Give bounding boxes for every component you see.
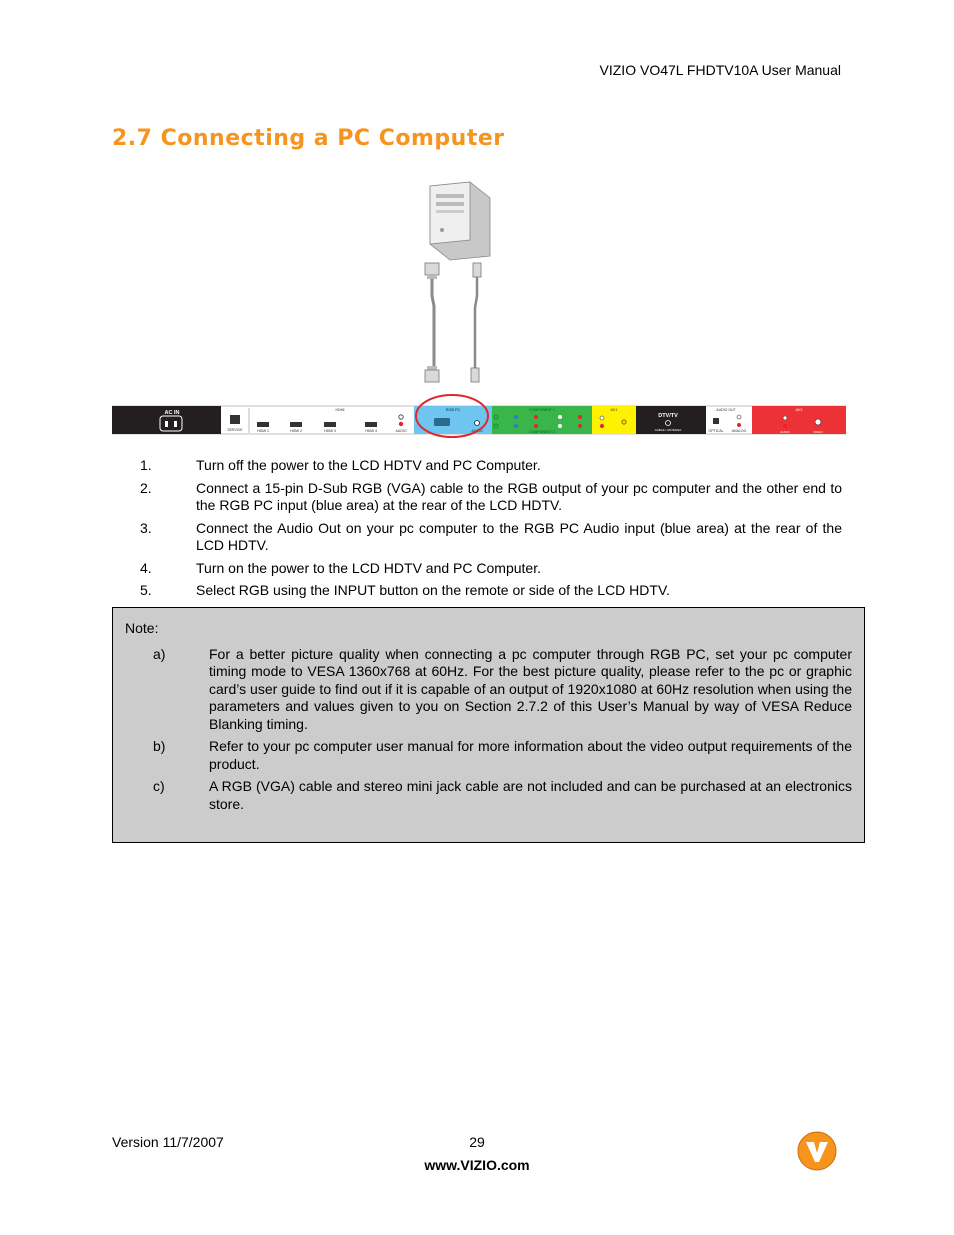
note-item-letter: a)	[153, 645, 166, 662]
hdmi-label: HDMI	[335, 408, 345, 412]
av1-label: AV1	[610, 408, 618, 412]
audio-cable-icon	[471, 263, 481, 382]
step-text: Connect the Audio Out on your pc computer to the RGB PC Audio input (blue area) at the rear of the LCD HDTV.	[196, 519, 842, 553]
note-item	[125, 646, 852, 734]
step-list	[112, 457, 842, 605]
component1-label: COMPONENT 1	[529, 408, 555, 412]
hdmi3-label: HDMI 3	[324, 429, 336, 433]
note-item-letter: b)	[153, 738, 166, 754]
vga-cable-icon	[425, 263, 439, 382]
vizio-logo-icon	[797, 1131, 837, 1171]
step-item	[112, 520, 842, 555]
step-item	[112, 560, 842, 578]
service-label: SERVICE	[227, 428, 243, 432]
note-item-letter: c)	[153, 778, 165, 794]
analog-label: ANALOG	[731, 429, 747, 433]
audio-out-label: AUDIO OUT	[716, 408, 736, 412]
step-number: 1.	[140, 457, 152, 473]
hdmi-audio-label: AUDIO	[395, 429, 407, 433]
cable-antenna-label: CABLE / ANTENNA	[654, 428, 682, 432]
pc-tower-icon	[430, 182, 490, 260]
step-text: Turn off the power to the LCD HDTV and PC Computer.	[196, 457, 541, 473]
step-number: 2.	[140, 479, 152, 496]
note-title: Note:	[125, 620, 159, 636]
footer-url: www.VIZIO.com	[424, 1157, 530, 1173]
ac-in-label: AC IN	[164, 410, 180, 416]
note-item-text: Refer to your pc computer user manual for more information about the video output requirements of the product.	[209, 738, 852, 772]
step-text: Select RGB using the INPUT button on the remote or side of the LCD HDTV.	[196, 582, 670, 598]
page-number: 29	[469, 1134, 485, 1150]
step-number: 3.	[140, 519, 152, 536]
optical-label: OPTICAL	[708, 429, 724, 433]
step-item	[112, 582, 842, 600]
av2-audio-label: AUDIO	[780, 430, 790, 434]
footer-version: Version 11/7/2007	[112, 1134, 224, 1150]
note-item-text: For a better picture quality when connecting a pc computer through RGB PC, set your pc computer timing mode to VESA 1360x768 at 60Hz. For the best picture quality, please refer to the pc or graphic card’s user guide to find out if it is capable of an output of 1920x1080 at 60Hz resolution when using the parameters and values given to you on Section 2.7.2 of this User’s Manual by way of VESA Reduce Blanking timing.	[209, 645, 852, 732]
note-item-text: A RGB (VGA) cable and stereo mini jack cable are not included and can be purchased at an electronics store.	[209, 778, 852, 812]
step-item	[112, 480, 842, 515]
hdmi1-label: HDMI 1	[257, 429, 269, 433]
hdmi2-label: HDMI 2	[290, 429, 302, 433]
component2-label: COMPONENT 2	[529, 430, 555, 434]
step-item	[112, 457, 842, 475]
manual-header: VIZIO VO47L FHDTV10A User Manual	[599, 62, 841, 78]
av2-video-label: VIDEO	[813, 430, 823, 434]
rgb-audio-label: AUDIO	[471, 429, 483, 433]
step-number: 4.	[140, 559, 152, 576]
rgb-pc-label: RGB PC	[445, 408, 461, 412]
connection-diagram	[112, 178, 846, 438]
step-text: Connect a 15-pin D-Sub RGB (VGA) cable to the RGB output of your pc computer and the other end to the RGB PC input (blue area) at the rear of the LCD HDTV.	[196, 479, 842, 513]
dtv-tv-label: DTV/TV	[658, 413, 678, 419]
hdmi4-label: HDMI 4	[365, 429, 377, 433]
note-item	[125, 738, 852, 773]
note-item	[125, 778, 852, 813]
section-title: 2.7 Connecting a PC Computer	[112, 126, 505, 151]
av2-label: AV2	[795, 408, 803, 412]
step-text: Turn on the power to the LCD HDTV and PC Computer.	[196, 559, 541, 576]
note-box	[112, 607, 865, 843]
step-number: 5.	[140, 582, 152, 598]
